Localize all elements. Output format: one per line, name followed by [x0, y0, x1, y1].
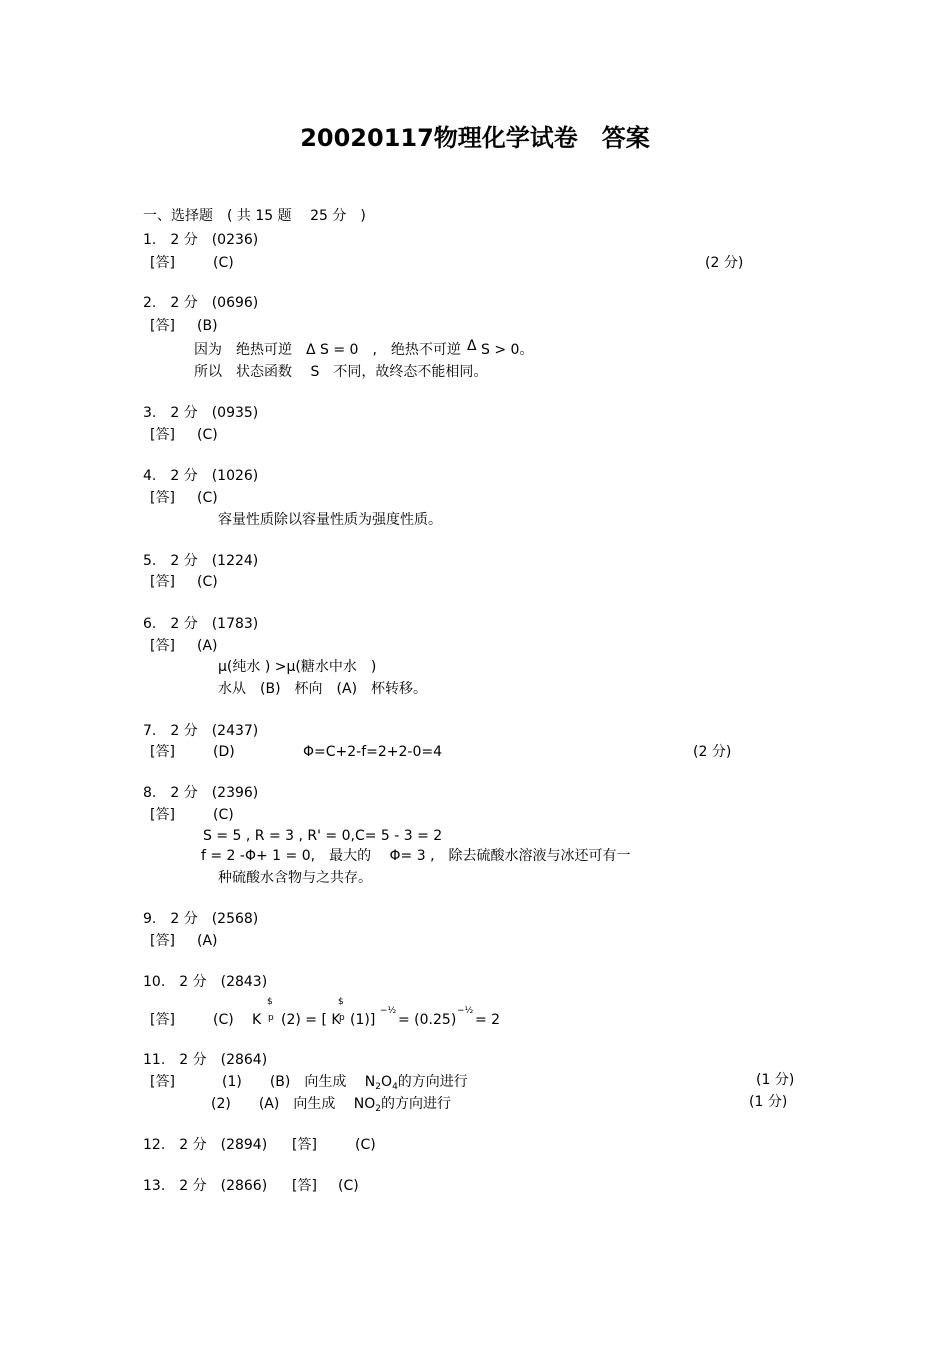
q11-part1: (1) (B) 向生成 $N_2O_4$的方向进行	[222, 1074, 468, 1092]
q13-heading: 13. 2 分 (2866)	[143, 1178, 268, 1194]
q2-explanation-1a: 因为 绝热可逆 Δ S = 0 , 绝热不可逆	[194, 342, 461, 358]
q6-heading: 6. 2 分 (1783)	[143, 616, 259, 632]
q9-heading: 9. 2 分 (2568)	[143, 911, 259, 927]
q8-explanation-1: S = 5 , R = 3 , R' = 0,C= 5 - 3 = 2	[203, 828, 443, 844]
q2-explanation-1c: S > 0。	[481, 342, 534, 358]
q10-mid: (2) = [ K	[281, 1012, 341, 1028]
q8-heading: 8. 2 分 (2396)	[143, 785, 259, 801]
q4-heading: 4. 2 分 (1026)	[143, 468, 259, 484]
q8-choice: (C)	[213, 807, 234, 823]
q5-answer-label: [答]	[150, 574, 175, 590]
q13-choice: (C)	[338, 1178, 359, 1194]
q1-heading: 1. 2 分 (0236)	[143, 232, 259, 248]
q1-score: (2 分)	[705, 255, 744, 271]
q10-answer-label: [答]	[150, 1012, 175, 1028]
q2-heading: 2. 2 分 (0696)	[143, 295, 259, 311]
q1-answer-label: [答]	[150, 255, 175, 271]
q6-answer-label: [答]	[150, 638, 175, 654]
q11-answer-label: [答]	[150, 1074, 175, 1090]
q10-standard-sup-1: $	[267, 997, 273, 1007]
q10-p-sub-1: p	[268, 1013, 274, 1023]
q3-answer-label: [答]	[150, 427, 175, 443]
q10-exponent-1: −½	[380, 1006, 397, 1016]
q10-heading: 10. 2 分 (2843)	[143, 974, 268, 990]
q8-answer-label: [答]	[150, 807, 175, 823]
q4-answer-label: [答]	[150, 490, 175, 506]
q10-standard-sup-2: $	[338, 997, 344, 1007]
q10-result: = 2	[475, 1012, 501, 1028]
q4-choice: (C)	[197, 490, 218, 506]
q7-score: (2 分)	[693, 744, 732, 760]
q11-score-2: (1 分)	[749, 1094, 788, 1110]
q2-answer-label: [答]	[150, 318, 175, 334]
section-heading: 一、选择题 ( 共 15 题 25 分 )	[143, 208, 366, 224]
q2-choice: (B)	[197, 318, 218, 334]
q9-choice: (A)	[197, 933, 218, 949]
q6-choice: (A)	[197, 638, 218, 654]
q11-score-1: (1 分)	[756, 1072, 795, 1088]
q7-formula: Φ=C+2-f=2+2-0=4	[303, 744, 443, 760]
q8-explanation-3: 种硫酸水含物与之共存。	[218, 870, 372, 886]
q11-heading: 11. 2 分 (2864)	[143, 1052, 268, 1068]
q8-explanation-2: f = 2 -Φ+ 1 = 0, 最大的 Φ= 3 , 除去硫酸水溶液与冰还可有一	[201, 848, 631, 864]
q10-k-symbol-1: K	[252, 1012, 262, 1028]
document-title: 20020117物理化学试卷 答案	[300, 124, 650, 152]
q5-choice: (C)	[197, 574, 218, 590]
q2-explanation-2: 所以 状态函数 S 不同，故终态不能相同。	[194, 364, 488, 380]
q7-heading: 7. 2 分 (2437)	[143, 723, 259, 739]
q10-end: (1)]	[350, 1012, 376, 1028]
q12-heading: 12. 2 分 (2894)	[143, 1137, 268, 1153]
q13-answer-label: [答]	[292, 1178, 317, 1194]
q10-exponent-2: −½	[457, 1006, 474, 1016]
q9-answer-label: [答]	[150, 933, 175, 949]
q10-p-sub-2: p	[339, 1013, 345, 1023]
q6-explanation-1: μ(纯水 ) >μ(糖水中水 )	[218, 659, 377, 675]
q11-part2: (2) (A) 向生成 $NO_2$的方向进行	[211, 1096, 452, 1114]
q3-heading: 3. 2 分 (0935)	[143, 405, 259, 421]
q1-choice: (C)	[213, 255, 234, 271]
q3-choice: (C)	[197, 427, 218, 443]
q2-delta-symbol: Δ	[467, 338, 477, 354]
q6-explanation-2: 水从 (B) 杯向 (A) 杯转移。	[218, 681, 428, 697]
q7-choice: (D)	[213, 744, 235, 760]
q7-answer-label: [答]	[150, 744, 175, 760]
q10-choice: (C)	[213, 1012, 234, 1028]
q4-note: 容量性质除以容量性质为强度性质。	[218, 512, 442, 528]
q10-equals: = (0.25)	[398, 1012, 457, 1028]
q12-answer-label: [答]	[292, 1137, 317, 1153]
q12-choice: (C)	[355, 1137, 376, 1153]
q5-heading: 5. 2 分 (1224)	[143, 553, 259, 569]
